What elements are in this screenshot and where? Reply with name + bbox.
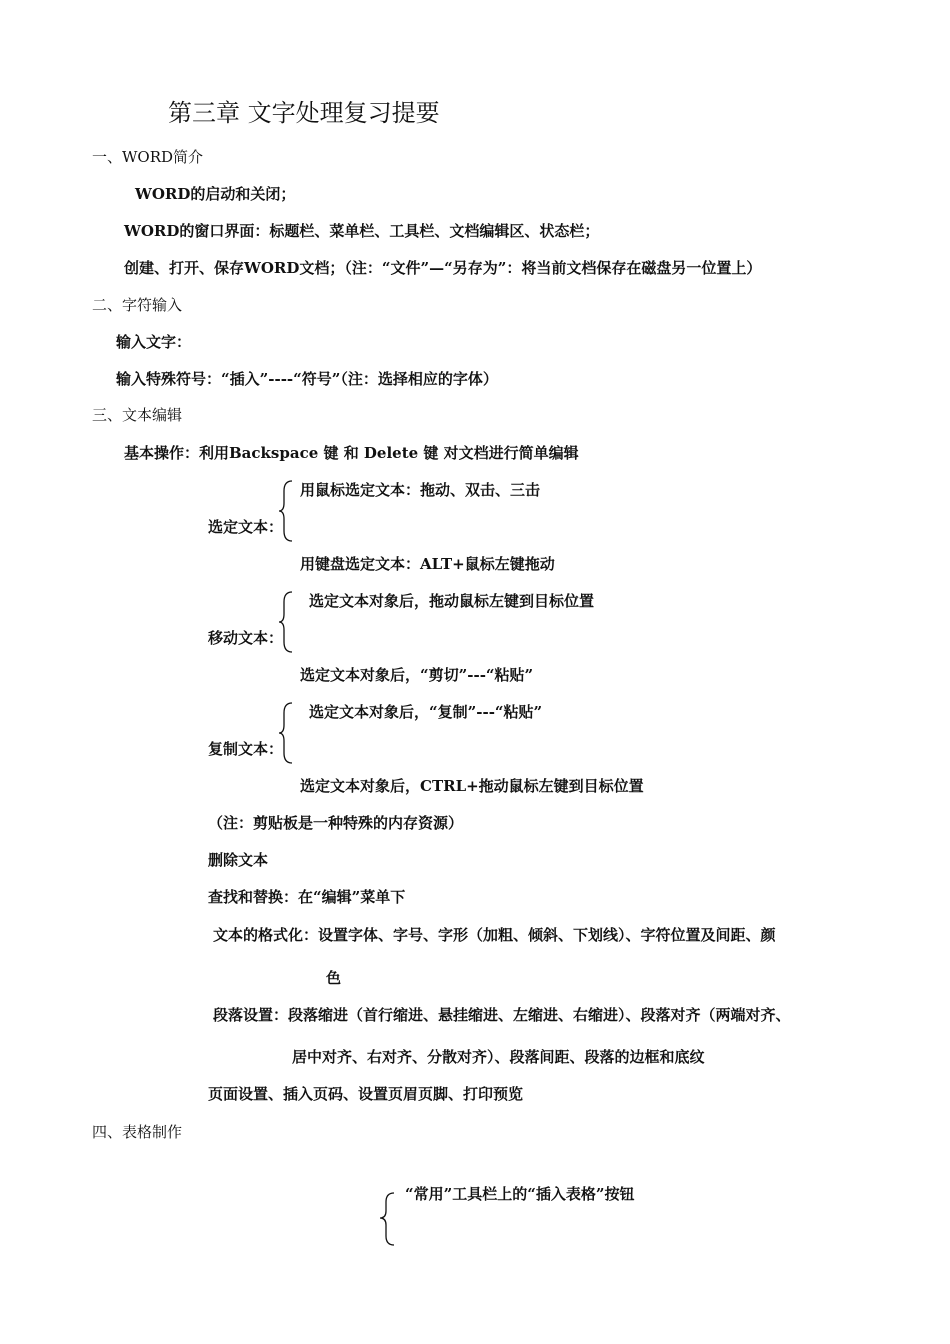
text-line: 页面设置、插入页码、设置页眉页脚、打印预览 <box>208 1085 524 1103</box>
select-option-keyboard: 用键盘选定文本：ALT+鼠标左键拖动 <box>300 555 555 573</box>
page-title: 第三章 文字处理复习提要 <box>168 99 440 127</box>
brace-icon <box>378 1191 396 1247</box>
move-option-cut: 选定文本对象后，“剪切”---“粘贴” <box>300 666 534 684</box>
text-line: 查找和替换：在“编辑”菜单下 <box>208 888 406 906</box>
copy-option-copy: 选定文本对象后，“复制”---“粘贴” <box>309 703 543 721</box>
copy-text-label: 复制文本： <box>208 740 284 758</box>
move-option-drag: 选定文本对象后，拖动鼠标左键到目标位置 <box>309 592 595 610</box>
section-heading-word-intro: 一、WORD简介 <box>92 148 204 166</box>
text-line: 色 <box>326 969 342 987</box>
text-line: WORD的启动和关闭； <box>135 185 296 203</box>
move-text-label: 移动文本： <box>208 629 284 647</box>
select-text-label: 选定文本： <box>208 518 284 536</box>
text-line: 居中对齐、右对齐、分散对齐）、段落间距、段落的边框和底纹 <box>292 1048 705 1066</box>
text-line: 段落设置：段落缩进（首行缩进、悬挂缩进、左缩进、右缩进）、段落对齐（两端对齐、 <box>213 1006 791 1024</box>
text-line: 输入特殊符号：“插入”----“符号”（注：选择相应的字体） <box>116 370 498 388</box>
clipboard-note: （注：剪贴板是一种特殊的内存资源） <box>208 814 464 832</box>
section-heading-text-edit: 三、文本编辑 <box>92 406 183 424</box>
text-line: 删除文本 <box>208 851 269 869</box>
text-line: 创建、打开、保存WORD文档；（注：“文件”—“另存为”：将当前文档保存在磁盘另一位置上） <box>124 259 762 277</box>
text-line: 输入文字： <box>116 333 192 351</box>
text-line: WORD的窗口界面：标题栏、菜单栏、工具栏、文档编辑区、状态栏； <box>124 222 600 240</box>
section-heading-table: 四、表格制作 <box>92 1123 183 1141</box>
section-heading-char-input: 二、字符输入 <box>92 296 183 314</box>
copy-option-ctrl: 选定文本对象后，CTRL+拖动鼠标左键到目标位置 <box>300 777 644 795</box>
table-method-toolbar: “常用”工具栏上的“插入表格”按钮 <box>405 1185 635 1203</box>
select-option-mouse: 用鼠标选定文本：拖动、双击、三击 <box>300 481 541 499</box>
text-line: 基本操作：利用Backspace 键 和 Delete 键 对文档进行简单编辑 <box>124 444 579 462</box>
text-line: 文本的格式化：设置字体、字号、字形（加粗、倾斜、下划线）、字符位置及间距、颜 <box>213 926 776 944</box>
